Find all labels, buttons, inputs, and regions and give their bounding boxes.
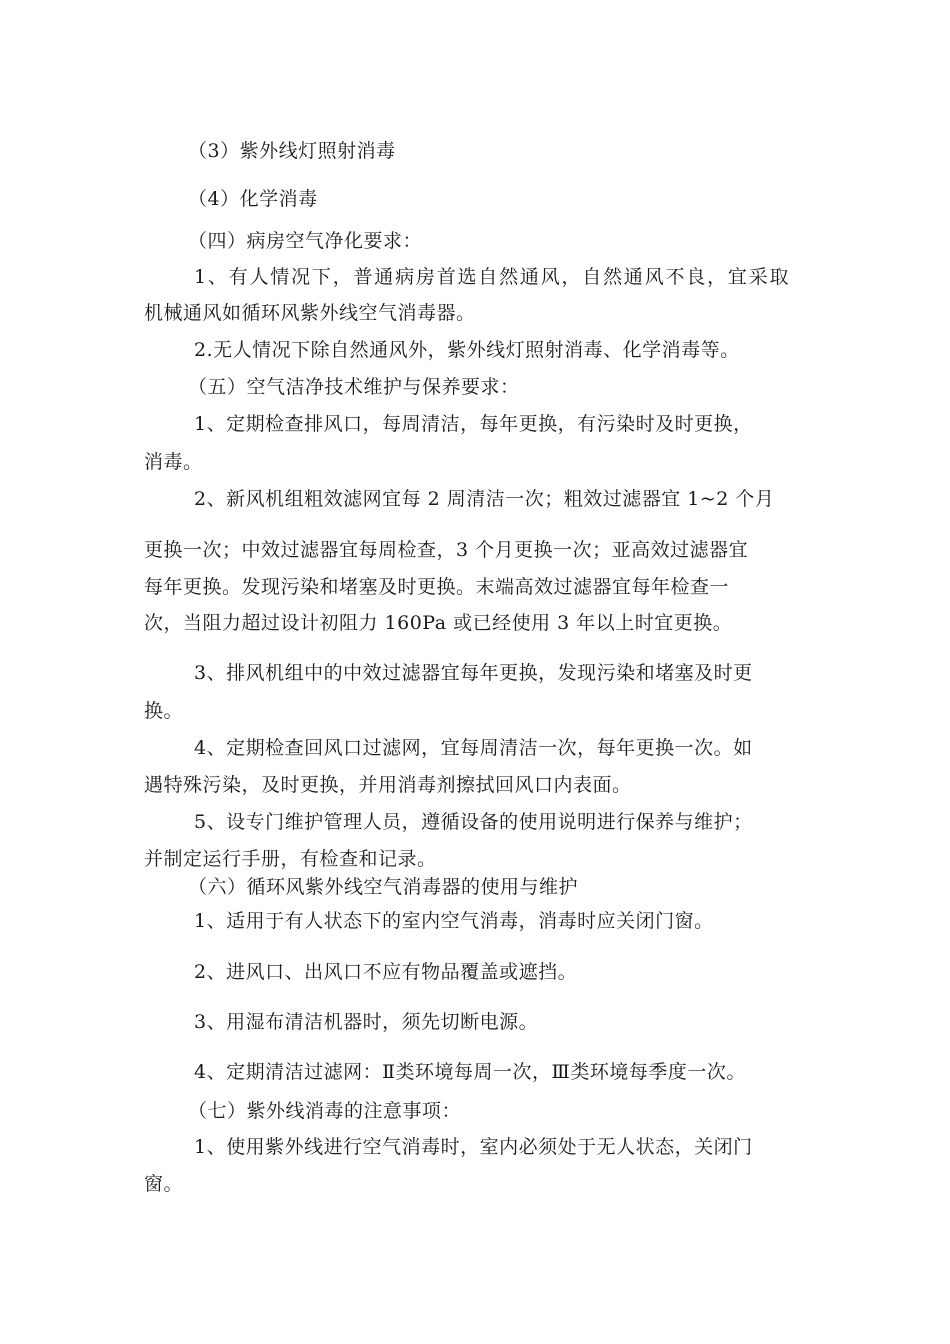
paragraph-line: 1、使用紫外线进行空气消毒时，室内必须处于无人状态，关闭门	[194, 1136, 753, 1158]
paragraph-line: 3、用湿布清洁机器时，须先切断电源。	[194, 1011, 539, 1033]
paragraph-line: 窗。	[144, 1173, 184, 1195]
paragraph-line: 每年更换。发现污染和堵塞及时更换。末端高效过滤器宜每年检查一	[144, 576, 730, 598]
paragraph-line: 2、新风机组粗效滤网宜每 2 周清洁一次；粗效过滤器宜 1~2 个月	[194, 488, 775, 510]
paragraph-line: 并制定运行手册，有检查和记录。	[144, 848, 437, 870]
section-heading-6: （六）循环风紫外线空气消毒器的使用与维护	[188, 876, 579, 898]
list-item-uv-lamp: （3）紫外线灯照射消毒	[188, 140, 396, 162]
paragraph-line: 5、设专门维护管理人员，遵循设备的使用说明进行保养与维护；	[194, 811, 753, 833]
section-heading-5: （五）空气洁净技术维护与保养要求：	[188, 376, 520, 398]
paragraph-line: 4、定期清洁过滤网：Ⅱ类环境每周一次，Ⅲ类环境每季度一次。	[194, 1061, 746, 1083]
paragraph-line: 次，当阻力超过设计初阻力 160Pa 或已经使用 3 年以上时宜更换。	[144, 612, 733, 634]
section-heading-4: （四）病房空气净化要求：	[188, 230, 423, 252]
paragraph-line: 4、定期检查回风口过滤网，宜每周清洁一次，每年更换一次。如	[194, 737, 753, 759]
paragraph-line: 1、定期检查排风口，每周清洁，每年更换，有污染时及时更换，	[194, 413, 753, 435]
paragraph-line: 机械通风如循环风紫外线空气消毒器。	[144, 302, 476, 324]
list-item-chemical: （4）化学消毒	[188, 188, 318, 210]
paragraph-line: 消毒。	[144, 451, 203, 473]
paragraph-line: 1、适用于有人状态下的室内空气消毒，消毒时应关闭门窗。	[194, 910, 714, 932]
paragraph-line: 更换一次；中效过滤器宜每周检查，3 个月更换一次；亚高效过滤器宜	[144, 539, 749, 561]
paragraph-line: 1、有人情况下，普通病房首选自然通风，自然通风不良，宜采取	[194, 266, 791, 288]
paragraph-line: 2、进风口、出风口不应有物品覆盖或遮挡。	[194, 961, 578, 983]
paragraph-line: 2.无人情况下除自然通风外，紫外线灯照射消毒、化学消毒等。	[194, 339, 740, 361]
paragraph-line: 换。	[144, 700, 184, 722]
section-heading-7: （七）紫外线消毒的注意事项：	[188, 1100, 462, 1122]
paragraph-line: 3、排风机组中的中效过滤器宜每年更换，发现污染和堵塞及时更	[194, 662, 753, 684]
paragraph-line: 遇特殊污染，及时更换，并用消毒剂擦拭回风口内表面。	[144, 774, 632, 796]
